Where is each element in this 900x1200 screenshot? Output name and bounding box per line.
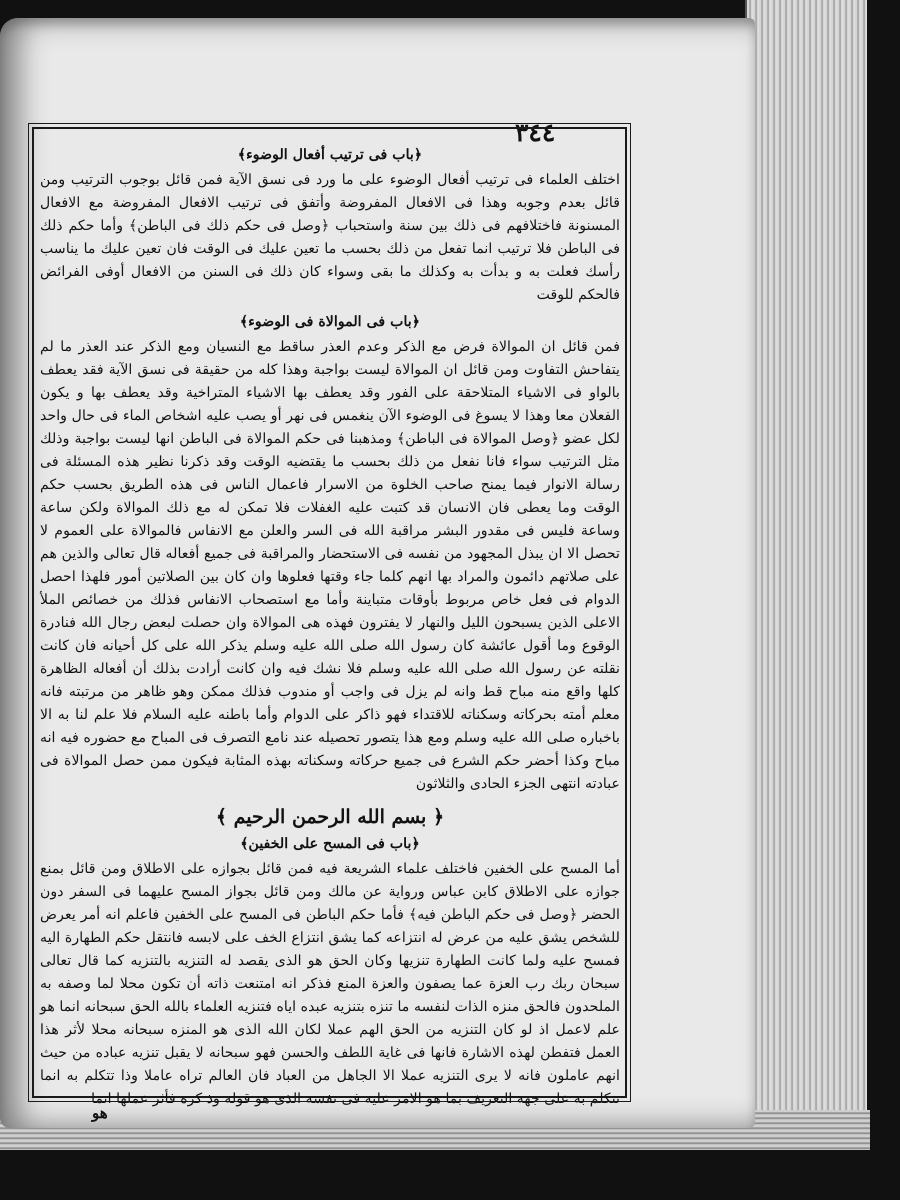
section-text-tartib: اختلف العلماء فى ترتيب أفعال الوضوء على ما ورد فى نسق الآية فمن قائل بوجوب الترتيب ومن قائل بعدم وجوبه وهذا فى الافعال المفروضة وأتفق فى ترتيب الافعال المفروضة مع الافعال المسنونة فاختلافهم فى ذلك بين سنة واستحباب ﴿وصل فى حكم ذلك فى الباطن﴾ وأما حكم ذلك فى الباطن فلا ترتيب انما تفعل من ذلك بحسب ما تعين عليك فى الوقت فان تعين عليك ما يناسب رأسك فعلت به و بدأت به وكذلك ما بقى وسواء كان ذلك فى السنن من الافعال أوفى الفرائض فالحكم للوقت	[40, 172, 620, 303]
basmala: ﴿ بسم الله الرحمن الرحيم ﴾	[215, 806, 445, 828]
section-text-khuffayn: أما المسح على الخفين فاختلف علماء الشريعة فيه فمن قائل بجوازه على الاطلاق ومن قائل بمنع جوازه على الاطلاق كابن عباس ورواية عن مالك ومن قائل بجواز المسح عليهما فى السفر دون الحضر ﴿وصل فى حكم الباطن فيه﴾ فأما حكم الباطن فى المسح على الخفين فاعلم انه أمر يعرض للشخص يشق عليه من عرض له انتزاعه كما يشق انتزاع الخف على لابسه فانتقل حكم الطهارة اليه فمسح عليه ولما كانت الطهارة تنزيها وكان الحق هو الذى يقصد له التنزيه بالتنزيه كما قال تعالى سبحان ربك رب العزة عما يصفون والعزة المنع فذكر انه امتنعت ذاته أن تكون محلا لما وصفه به الملحدون فالحق منزه الذات لنفسه ما تنزه بتنزيه عبده اياه فتنزيه العلماء بالله الحق سبحانه انما هو علم لاعمل اذ لو كان التنزيه من الحق الهم عملا لكان الله الذى هو المنزه سبحانه محلا لأثر هذا العمل فتفطن لهذه الاشارة فانها فى غاية اللطف والحسن فهو سبحانه لا يقبل تنزيه عباده من حيث انهم عاملون فانه لا يرى التنزيه عملا الا الجاهل من العباد فان العالم تراه عاملا وذا تتكلم به انما تتكلم به على جهة التعريف بما هو الامر عليه فى نفسه الذى هو قوله وذ كره فأثر عملها انما	[40, 861, 620, 1107]
section-text-muwalat: فمن قائل ان الموالاة فرض مع الذكر وعدم العذر ساقط مع النسيان ومع الذكر عند العذر ما لم يتفاحش التفاوت ومن قائل ان الموالاة ليست بواجبة وهذا كله من حقيقة فى نسق الآية فقد يعطف بالواو فى الاشياء المتلاحقة على الفور وقد يعطف بها الاشياء المتراخية وقد يعطف بها و يكون الفعلان معا وهذا لا يسوغ فى الوضوء الآن ينغمس فى نهر أو يصب عليه اشخاص الماء فى حال واحد لكل عضو ﴿وصل الموالاة فى الباطن﴾ ومذهبنا فى حكم الموالاة فى الباطن انها ليست بواجبة وذلك مثل الترتيب سواء فانا نفعل من ذلك بحسب ما يقتضيه الوقت وقد ذكرنا نظير هذه المسئلة فى رسالة الانوار فيما يمنح صاحب الخلوة من الاسرار فاعمال الناس فى هذه الطريق بحسب حكم الوقت وما يعطى فان الانسان قد كتبت عليه الغفلات فلا تمكن له مع ذلك الموالاة ولكن ساعة وساعة فليس فى مقدور البشر مراقبة الله فى السر والعلن مع الانفاس فالموالاة على العموم لا تحصل الا ان يبذل المجهود من نفسه فى الاستحضار والمراقبة فى جميع أفعاله قال تعالى والذين هم على صلاتهم دائمون والمراد بها انهم كلما جاء وقتها فعلوها وان كان بين الصلاتين أمور فلهذا احصل الدوام فى فعل خاص مربوط بأوقات متباينة وأما مع استصحاب الانفاس فذلك من خصائص الملأ الاعلى الذين يسبحون الليل والنهار لا يفترون فهذه هى الموالاة وان حصلت لبعض رجال الله فنادرة الوقوع وما أقول عائشة كان رسول الله صلى الله عليه وسلم يذكر الله على كل أحيانه فان كانت نقلته عن رسول الله صلى الله عليه وسلم فلا نشك فيه وان كانت أرادت بذلك أن أفعاله الظاهرة كلها واقع منه مباح قط وانه لم يزل فى واجب أو مندوب فذلك ممكن وهو ظاهر من مرتبته فانه معلم أمته بحركاته وسكناته للاقتداء فهو ذاكر على الدوام وأما باطنه عليه السلام فلا علم لنا به الا باخباره صلى الله عليه وسلم ومع هذا يتصور تحصيله عند نامع التصرف فى المباح مع حضوره فيه انه مباح وكذا أحضر حكم الشرع فى جميع حركاته وسكناته بهذه المثابة فيكون ممن حصل الموالاة فى عبادته انتهى الجزء الحادى والثلاثون	[40, 339, 621, 792]
section-heading-tartib: ﴿باب فى ترتيب أفعال الوضوء﴾	[237, 147, 423, 163]
page-number: ٣٤٤	[515, 118, 556, 147]
catchword: هو	[92, 1104, 108, 1122]
section-heading-khuffayn: ﴿باب فى المسح على الخفين﴾	[240, 836, 420, 852]
section-heading-muwalat: ﴿باب فى الموالاة فى الوضوء﴾	[239, 314, 421, 330]
book-page-edges	[745, 0, 867, 1145]
page-text-block	[40, 140, 621, 1107]
